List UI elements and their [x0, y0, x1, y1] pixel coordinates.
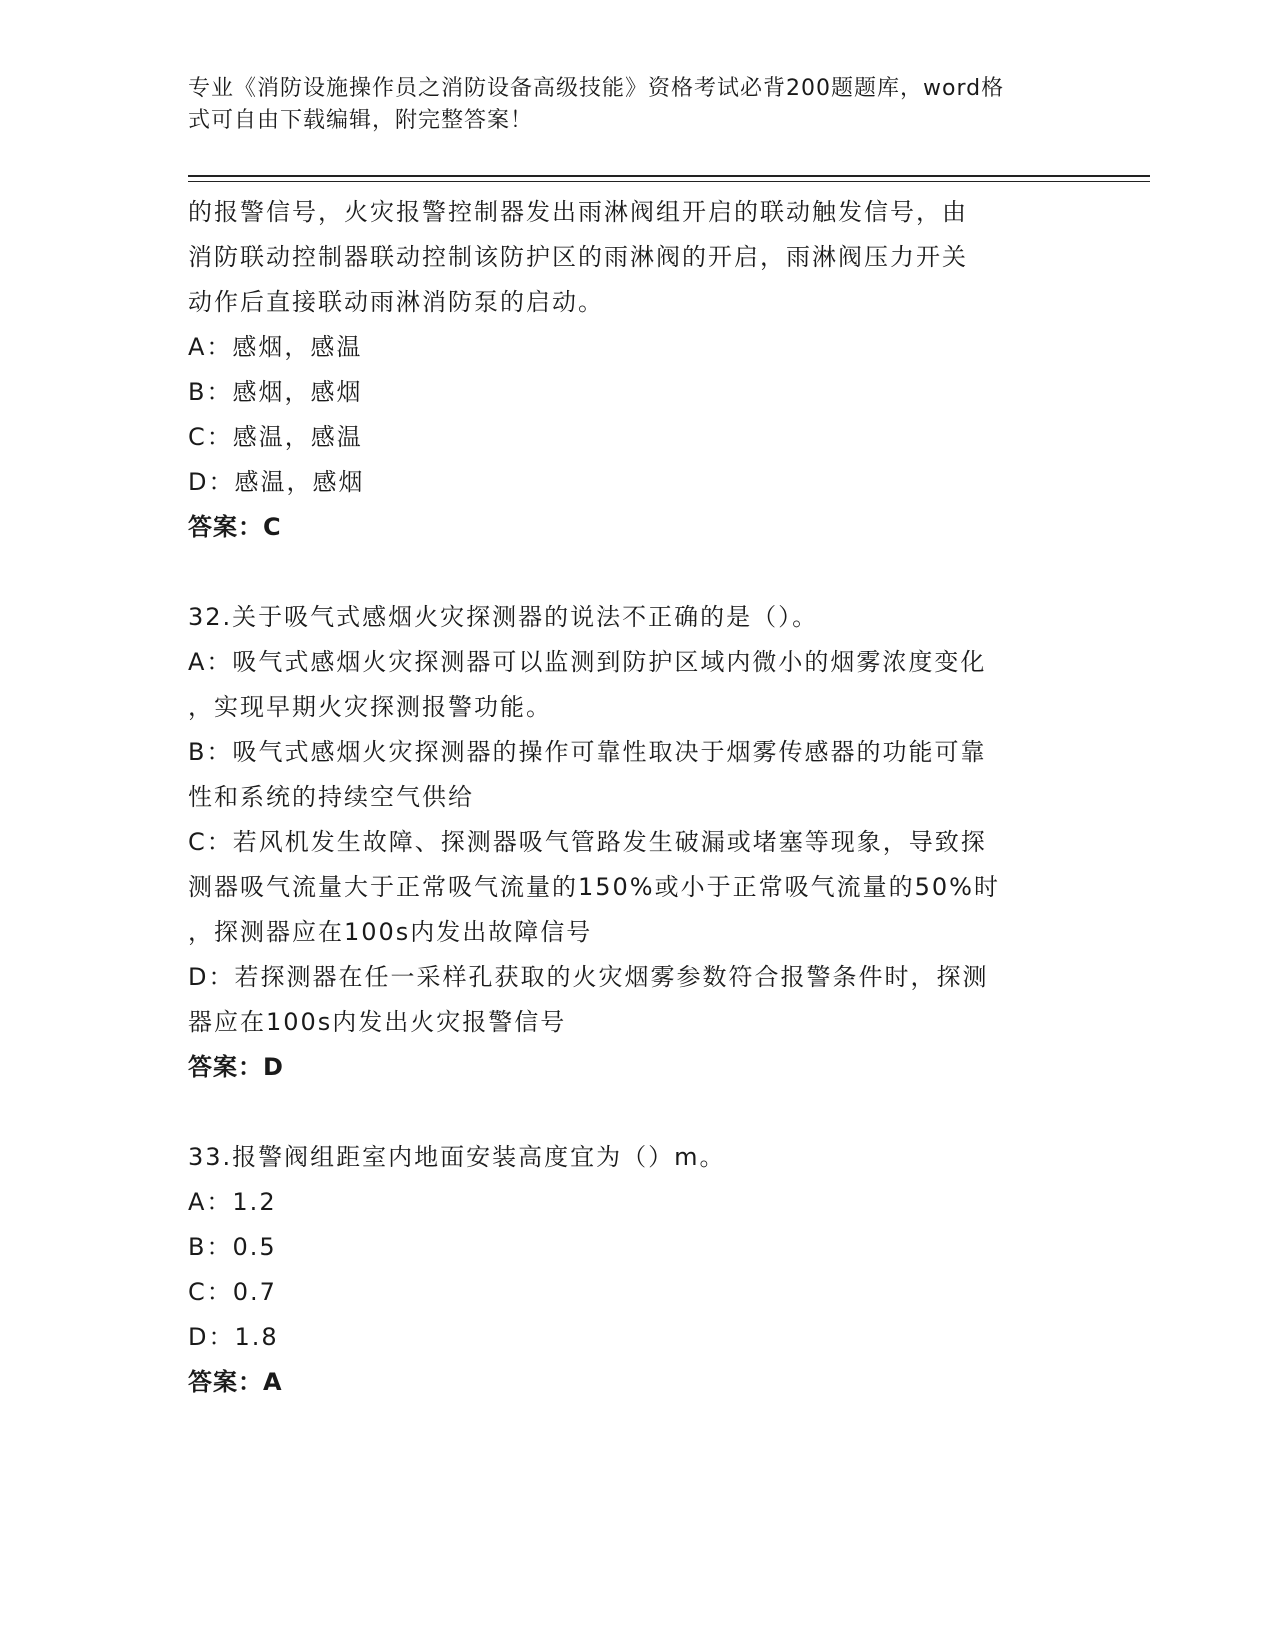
option-c-line-3: ，探测器应在100s内发出故障信号	[188, 918, 593, 946]
option-d-line-2: 器应在100s内发出火灾报警信号	[188, 1008, 567, 1036]
question-32	[188, 595, 1088, 1090]
answer-line: 答案：A	[188, 1368, 283, 1396]
document-header	[188, 73, 1068, 137]
header-rule-thick	[188, 175, 1150, 177]
option-b: B：0.5	[188, 1233, 277, 1261]
option-d: D：1.8	[188, 1323, 279, 1351]
option-c-line-2: 测器吸气流量大于正常吸气流量的150%或小于正常吸气流量的50%时	[188, 873, 1000, 901]
spacer	[188, 550, 1088, 595]
option-a-line-2: ，实现早期火灾探测报警功能。	[188, 693, 552, 721]
spacer	[188, 1090, 1088, 1135]
document-body	[188, 190, 1088, 1405]
header-rule-thin	[188, 181, 1150, 182]
question-31	[188, 190, 1088, 550]
question-33	[188, 1135, 1088, 1405]
header-line-1: 专业《消防设施操作员之消防设备高级技能》资格考试必背200题题库，word格	[188, 76, 1005, 101]
answer-line: 答案：D	[188, 1053, 284, 1081]
question-stem-line: 消防联动控制器联动控制该防护区的雨淋阀的开启，雨淋阀压力开关	[188, 243, 968, 271]
option-d: D：感温，感烟	[188, 468, 365, 496]
question-stem-line: 动作后直接联动雨淋消防泵的启动。	[188, 288, 604, 316]
option-b-line-2: 性和系统的持续空气供给	[188, 783, 474, 811]
option-c: C：0.7	[188, 1278, 277, 1306]
option-a: A：感烟，感温	[188, 333, 363, 361]
option-d-line-1: D：若探测器在任一采样孔获取的火灾烟雾参数符合报警条件时，探测	[188, 963, 989, 991]
question-stem-line: 的报警信号，火灾报警控制器发出雨淋阀组开启的联动触发信号，由	[188, 198, 968, 226]
header-line-2: 式可自由下载编辑，附完整答案！	[188, 108, 534, 133]
option-b-line-1: B：吸气式感烟火灾探测器的操作可靠性取决于烟雾传感器的功能可靠	[188, 738, 987, 766]
option-b: B：感烟，感烟	[188, 378, 363, 406]
option-a: A：1.2	[188, 1188, 277, 1216]
option-c-line-1: C：若风机发生故障、探测器吸气管路发生破漏或堵塞等现象，导致探	[188, 828, 987, 856]
option-a-line-1: A：吸气式感烟火灾探测器可以监测到防护区域内微小的烟雾浓度变化	[188, 648, 987, 676]
question-stem: 33.报警阀组距室内地面安装高度宜为（）m。	[188, 1143, 726, 1171]
answer-line: 答案：C	[188, 513, 282, 541]
question-stem: 32.关于吸气式感烟火灾探测器的说法不正确的是（）。	[188, 603, 819, 631]
option-c: C：感温，感温	[188, 423, 363, 451]
